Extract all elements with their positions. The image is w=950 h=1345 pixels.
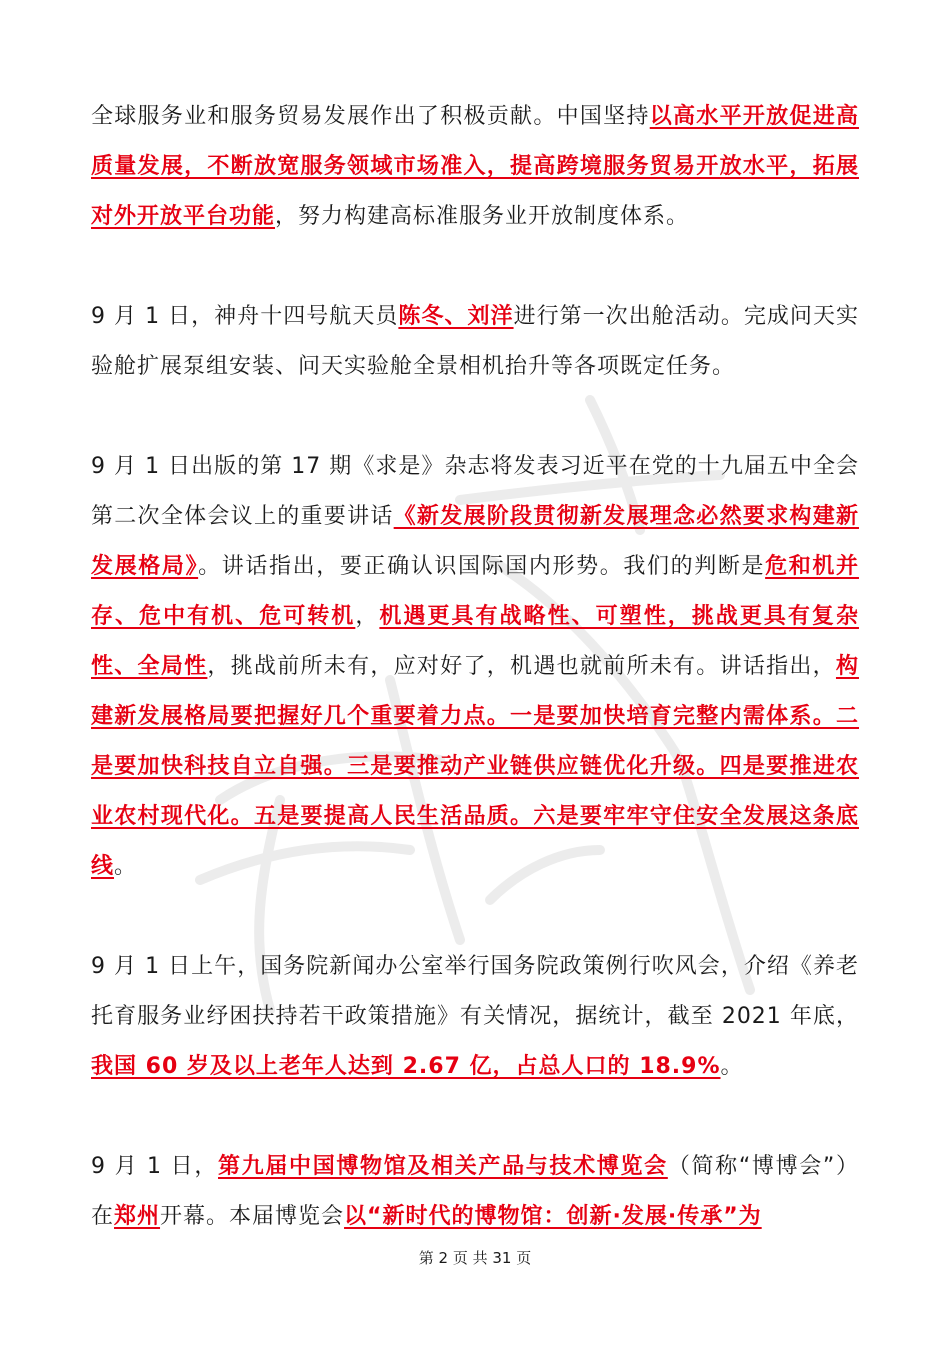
body-text: 9 月 1 日出版的第 17 期《求是》杂志将发表习近平在党的十九届五中全会第二次全体会议上的重要讲话: [91, 454, 859, 529]
page-footer: 第 2 页 共 31 页: [418, 1249, 532, 1267]
body-text: 9 月 1 日上午，国务院新闻办公室举行国务院政策例行吹风会，介绍《养老托育服务业纾困扶持若干政策措施》有关情况，据统计，截至 2021 年底，: [91, 954, 859, 1029]
paragraph-qiushi-speech: [91, 442, 859, 892]
highlighted-text: 机遇更具有战略性、可塑性，挑战更具有复杂性、全局性: [91, 604, 859, 679]
body-text: （简称“博博会”）在: [91, 1154, 859, 1229]
document-body: [91, 92, 859, 1242]
body-text: 进行第一次出舱活动。完成问天实验舱扩展泵组安装、问天实验舱全景相机抬升等各项既定任务。: [91, 304, 859, 379]
paragraph-spacewalk: [91, 292, 859, 392]
paragraph-service-trade: [91, 92, 859, 242]
body-text: 。: [720, 1054, 744, 1079]
body-text: 全球服务业和服务贸易发展作出了积极贡献。中国坚持: [91, 104, 650, 129]
paragraph-elderly-care: [91, 942, 859, 1092]
body-text: 。: [114, 854, 138, 879]
body-text: 9 月 1 日，神舟十四号航天员: [91, 304, 399, 329]
highlighted-text: 危和机并存、危中有机、危可转机: [91, 554, 859, 629]
body-text: ，努力构建高标准服务业开放制度体系。: [275, 204, 690, 229]
body-text: 开幕。本届博览会: [160, 1204, 345, 1229]
highlighted-text: 我国 60 岁及以上老年人达到 2.67 亿，占总人口的 18.9%: [91, 1054, 721, 1079]
body-text: 。讲话指出，要正确认识国际国内形势。我们的判断是: [198, 554, 766, 579]
highlighted-text: 第九届中国博物馆及相关产品与技术博览会: [218, 1154, 668, 1179]
body-text: ，挑战前所未有，应对好了，机遇也就前所未有。讲话指出，: [207, 654, 836, 679]
highlighted-text: 《新发展阶段贯彻新发展理念必然要求构建新发展格局》: [91, 504, 859, 579]
highlighted-text: 以“新时代的博物馆：创新·发展·传承”为: [344, 1204, 762, 1229]
highlighted-text: 陈冬、刘洋: [398, 304, 514, 329]
highlighted-text: 郑州: [114, 1204, 161, 1229]
highlighted-text: 构建新发展格局要把握好几个重要着力点。一是要加快培育完整内需体系。二是要加快科技自立自强。三是要推动产业链供应链优化升级。四是要推进农业农村现代化。五是要提高人民生活品质。六是要牢牢守住安全发展这条底线: [91, 654, 859, 879]
body-text: ，: [355, 604, 380, 629]
paragraph-museum-expo: [91, 1142, 859, 1242]
body-text: 9 月 1 日，: [91, 1154, 219, 1179]
highlighted-text: 以高水平开放促进高质量发展，不断放宽服务领域市场准入，提高跨境服务贸易开放水平，拓展对外开放平台功能: [91, 104, 859, 229]
